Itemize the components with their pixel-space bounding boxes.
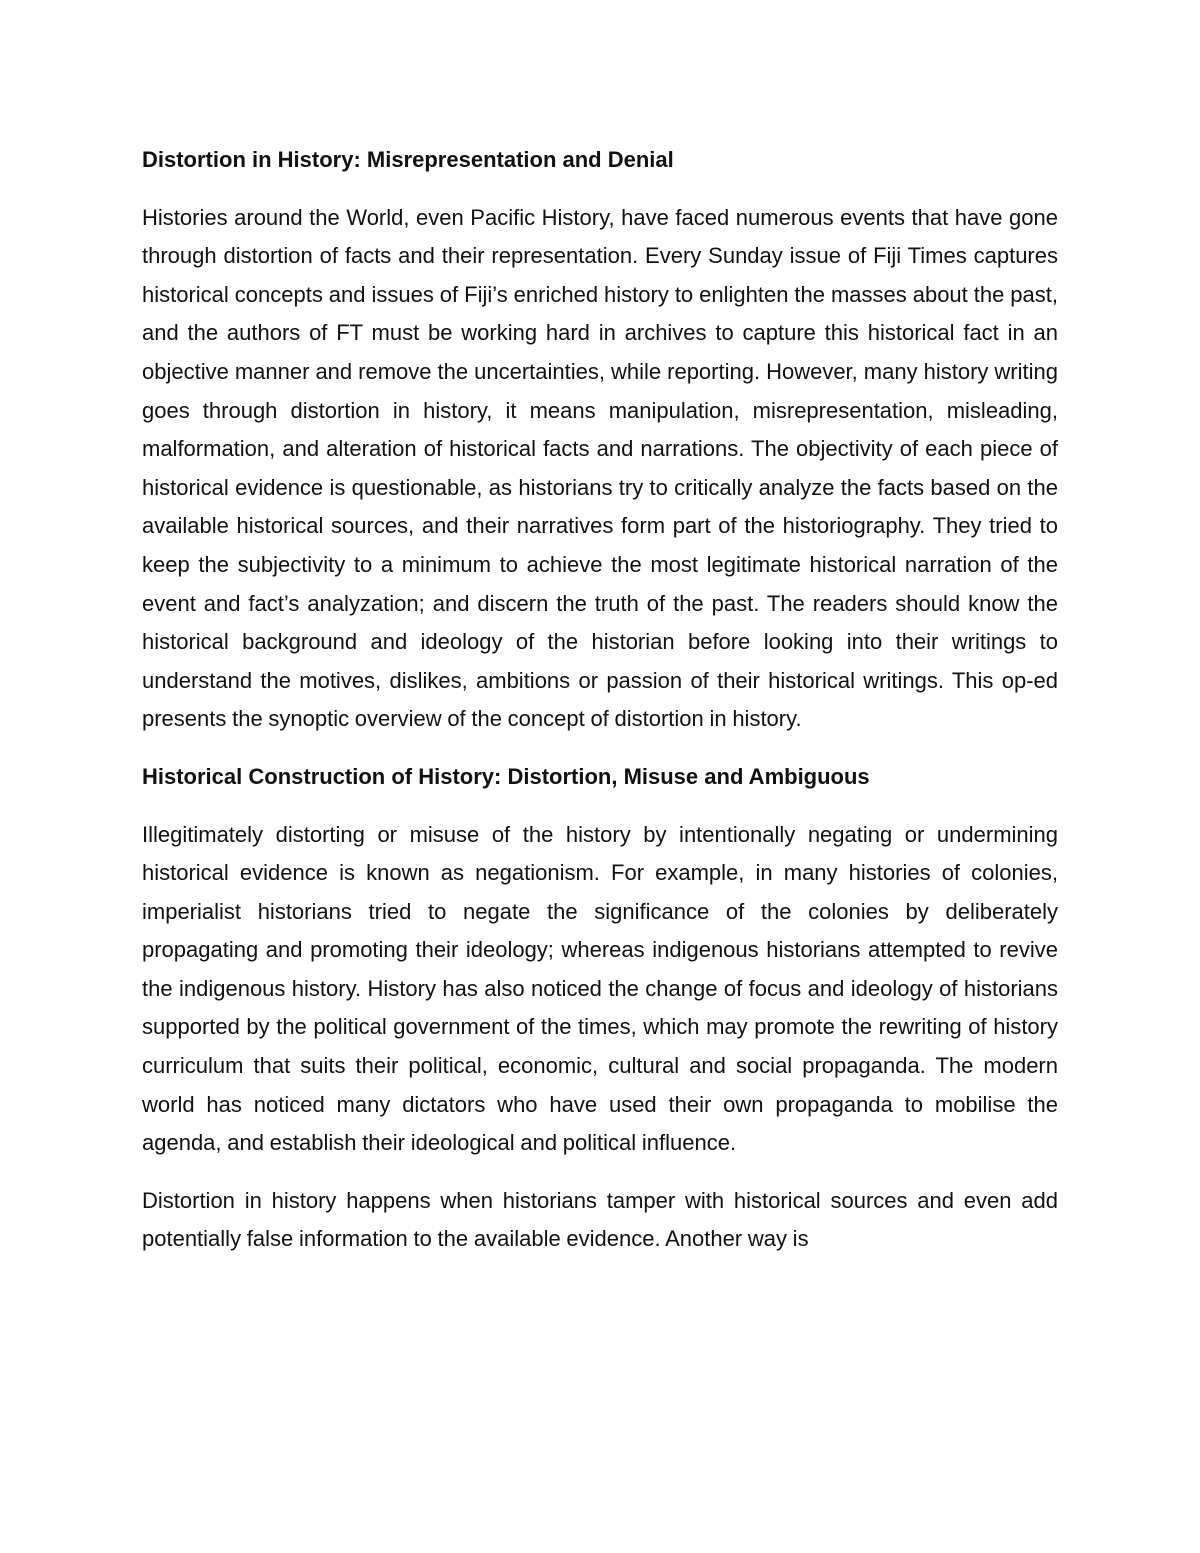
paragraph-distortion-sources: Distortion in history happens when historians tamper with historical sources and even add potentially false information to the available evidence. Another way is: [142, 1187, 1058, 1252]
paragraph-negationism: Illegitimately distorting or misuse of the history by intentionally negating or undermining historical evidence is known as negationism. For example, in many histories of colonies, imperialist historians tried to negate the significance of the colonies by deliberately propagating and promoting their ideology; whereas indigenous historians attempted to revive the indigenous history. History has also noticed the change of focus and ideology of historians supported by the political government of the times, which may promote the rewriting of history curriculum that suits their political, economic, cultural and social propaganda. The modern world has noticed many dictators who have used their own propaganda to mobilise the agenda, and establish their ideological and political influence.: [142, 821, 1058, 1156]
section-heading-distortion: Distortion in History: Misrepresentation and Denial: [142, 147, 674, 172]
document-body: [142, 141, 1058, 1259]
section-heading-construction: Historical Construction of History: Distortion, Misuse and Ambiguous: [142, 763, 870, 789]
paragraph-intro: Histories around the World, even Pacific History, have faced numerous events that have gone through distortion of facts and their representation. Every Sunday issue of Fiji Times captures historical concepts and issues of Fiji’s enriched history to enlighten the masses about the past, and the authors of FT must be working hard in archives to capture this historical fact in an objective manner and remove the uncertainties, while reporting. However, many history writing goes through distortion in history, it means manipulation, misrepresentation, misleading, malformation, and alteration of historical facts and narrations. The objectivity of each piece of historical evidence is questionable, as historians try to critically analyze the facts based on the available historical sources, and their narratives form part of the historiography. They tried to keep the subjectivity to a minimum to achieve the most legitimate historical narration of the event and fact’s analyzation; and discern the truth of the past. The readers should know the historical background and ideology of the historian before looking into their writings to understand the motives, dislikes, ambitions or passion of their historical writings. This op-ed presents the synoptic overview of the concept of distortion in history.: [142, 204, 1058, 732]
